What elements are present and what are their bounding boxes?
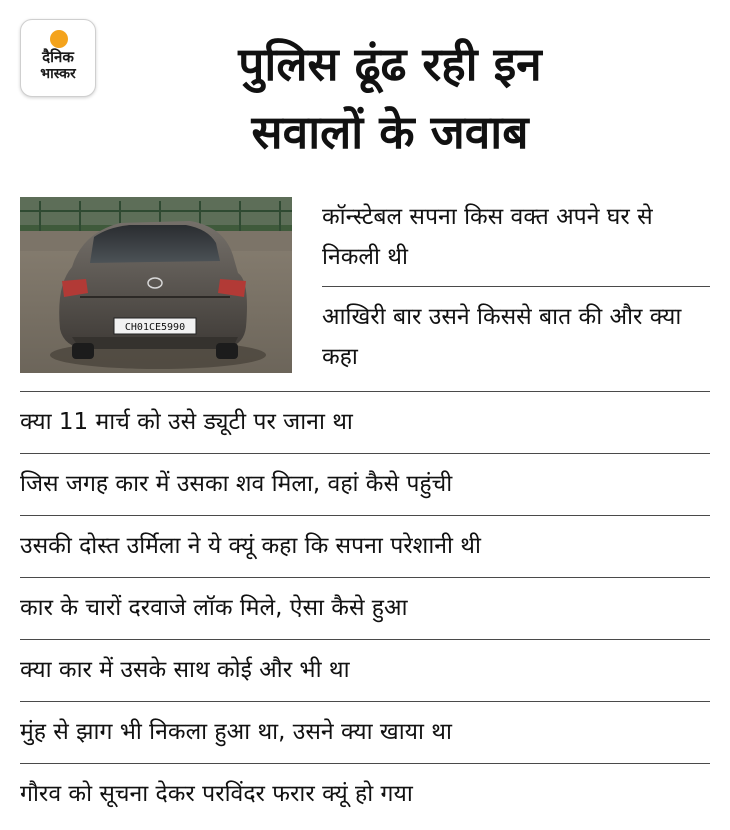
divider xyxy=(322,286,710,287)
question-item: उसकी दोस्त उर्मिला ने ये क्यूं कहा कि सपना परेशानी थी xyxy=(20,533,481,559)
headline xyxy=(110,30,670,166)
car-photo xyxy=(20,197,292,373)
question-item: मुंह से झाग भी निकला हुआ था, उसने क्या खाया था xyxy=(20,719,452,745)
sun-icon xyxy=(50,30,68,48)
logo-text-line1: दैनिक xyxy=(42,48,74,66)
question-item: कॉन्स्टेबल सपना किस वक्त अपने घर से निकली थी xyxy=(322,204,653,270)
question-item: गौरव को सूचना देकर परविंदर फरार क्यूं हो गया xyxy=(20,781,413,807)
question-item: क्या 11 मार्च को उसे ड्यूटी पर जाना था xyxy=(20,409,353,435)
logo-text-line2: भास्कर xyxy=(40,66,76,82)
headline-line1: पुलिस ढूंढ रही इन xyxy=(238,37,542,91)
license-plate-text: CH01CE5990 xyxy=(124,322,186,333)
headline-line2: सवालों के जवाब xyxy=(251,105,529,159)
car-photo-illustration xyxy=(20,197,292,373)
dainik-bhaskar-logo xyxy=(20,19,96,97)
question-item: आखिरी बार उसने किससे बात की और क्या कहा xyxy=(322,304,682,370)
question-item: कार के चारों दरवाजे लॉक मिले, ऐसा कैसे हुआ xyxy=(20,595,408,621)
question-item: क्या कार में उसके साथ कोई और भी था xyxy=(20,657,350,683)
question-item: जिस जगह कार में उसका शव मिला, वहां कैसे पहुंची xyxy=(20,471,453,497)
